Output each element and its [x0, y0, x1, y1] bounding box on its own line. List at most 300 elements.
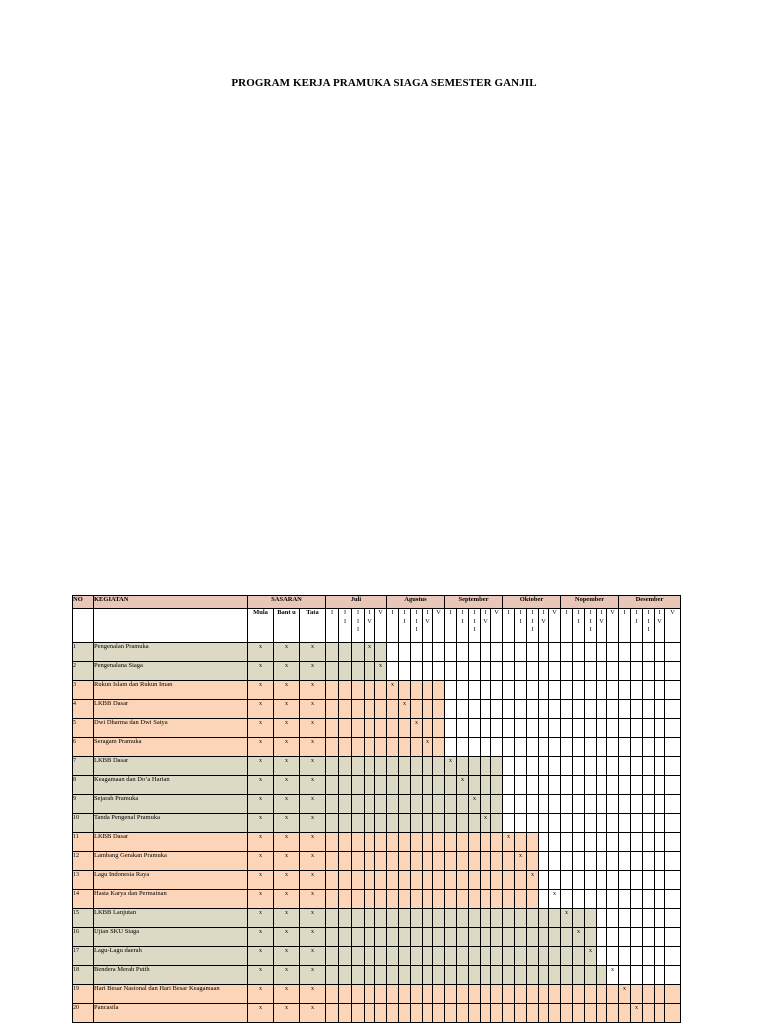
schedule-cell: [445, 833, 457, 852]
schedule-cell: [619, 966, 631, 985]
sasaran-mark: x: [274, 643, 300, 662]
schedule-cell: [399, 1004, 411, 1023]
schedule-cell: [643, 662, 655, 681]
schedule-cell: [352, 871, 365, 890]
schedule-cell: [423, 947, 433, 966]
schedule-cell: [643, 871, 655, 890]
schedule-cell: [655, 871, 665, 890]
schedule-cell: [365, 985, 375, 1004]
header-week: I I I: [585, 609, 597, 643]
schedule-cell: [515, 890, 527, 909]
schedule-cell: [481, 776, 491, 795]
schedule-cell: [573, 795, 585, 814]
schedule-cell: [445, 719, 457, 738]
schedule-cell: [481, 719, 491, 738]
schedule-cell: [573, 814, 585, 833]
schedule-cell: [515, 719, 527, 738]
schedule-cell: [491, 966, 503, 985]
schedule-cell: [491, 833, 503, 852]
row-number: 4: [73, 700, 94, 719]
schedule-cell: [515, 871, 527, 890]
sasaran-mark: x: [300, 966, 326, 985]
schedule-cell: [411, 776, 423, 795]
schedule-cell: [527, 909, 539, 928]
schedule-cell: [597, 643, 607, 662]
schedule-cell: [481, 757, 491, 776]
schedule-cell: [457, 966, 469, 985]
schedule-cell: [643, 814, 655, 833]
schedule-cell: [387, 1004, 399, 1023]
schedule-cell: [445, 966, 457, 985]
schedule-cell: [423, 833, 433, 852]
header-sasaran-bantu: Bant u: [274, 609, 300, 643]
sasaran-mark: x: [248, 985, 274, 1004]
schedule-cell: [585, 814, 597, 833]
schedule-cell: [326, 928, 339, 947]
schedule-cell: [375, 852, 387, 871]
row-number: 14: [73, 890, 94, 909]
schedule-cell: [619, 757, 631, 776]
sasaran-mark: x: [248, 681, 274, 700]
sasaran-mark: x: [300, 738, 326, 757]
schedule-cell: [481, 890, 491, 909]
schedule-cell: [503, 909, 515, 928]
schedule-cell: [527, 795, 539, 814]
schedule-cell: [423, 662, 433, 681]
schedule-cell: [433, 643, 445, 662]
schedule-cell: [515, 643, 527, 662]
schedule-cell: [631, 662, 643, 681]
row-activity: Lambang Gerakan Pramuka: [94, 852, 248, 871]
schedule-cell: [457, 928, 469, 947]
schedule-cell: [445, 909, 457, 928]
header-week: I: [326, 609, 339, 643]
schedule-cell: [607, 928, 619, 947]
schedule-cell: [387, 852, 399, 871]
schedule-cell: [326, 662, 339, 681]
sasaran-mark: x: [300, 643, 326, 662]
sasaran-mark: x: [248, 738, 274, 757]
schedule-cell: [339, 928, 352, 947]
sasaran-mark: x: [300, 662, 326, 681]
schedule-cell: [399, 795, 411, 814]
schedule-cell: [481, 1004, 491, 1023]
schedule-cell: [561, 719, 573, 738]
schedule-cell: x: [387, 681, 399, 700]
row-activity: Bendera Merah Putih: [94, 966, 248, 985]
table-row: [73, 985, 681, 1004]
row-number: 15: [73, 909, 94, 928]
schedule-cell: [457, 795, 469, 814]
schedule-cell: [597, 757, 607, 776]
schedule-cell: [643, 947, 655, 966]
schedule-cell: x: [365, 643, 375, 662]
schedule-cell: [411, 909, 423, 928]
schedule-cell: [655, 1004, 665, 1023]
schedule-cell: [619, 738, 631, 757]
schedule-cell: [411, 757, 423, 776]
schedule-cell: [375, 1004, 387, 1023]
schedule-cell: [585, 662, 597, 681]
table-row: [73, 643, 681, 662]
schedule-cell: [326, 909, 339, 928]
schedule-cell: [607, 719, 619, 738]
schedule-cell: [597, 833, 607, 852]
table-row: [73, 852, 681, 871]
schedule-cell: [573, 909, 585, 928]
row-activity: Keagamaan dan Do’a Harian: [94, 776, 248, 795]
schedule-cell: [573, 871, 585, 890]
schedule-cell: [326, 947, 339, 966]
schedule-table: [72, 595, 681, 1023]
schedule-cell: [607, 738, 619, 757]
schedule-cell: [491, 852, 503, 871]
schedule-cell: [352, 890, 365, 909]
sasaran-mark: x: [274, 738, 300, 757]
schedule-cell: [665, 776, 681, 795]
header-sasaran-mula: Mula: [248, 609, 274, 643]
schedule-cell: [399, 852, 411, 871]
schedule-cell: [339, 833, 352, 852]
schedule-cell: [433, 909, 445, 928]
schedule-cell: [527, 966, 539, 985]
schedule-cell: [339, 1004, 352, 1023]
schedule-cell: [597, 890, 607, 909]
schedule-cell: [423, 928, 433, 947]
schedule-cell: [457, 1004, 469, 1023]
sasaran-mark: x: [248, 833, 274, 852]
schedule-cell: [503, 662, 515, 681]
schedule-cell: [423, 757, 433, 776]
schedule-cell: [491, 947, 503, 966]
sasaran-mark: x: [248, 871, 274, 890]
schedule-cell: [339, 643, 352, 662]
header-row-months: [73, 596, 681, 609]
schedule-cell: [339, 890, 352, 909]
table-row: [73, 833, 681, 852]
schedule-cell: [585, 871, 597, 890]
schedule-cell: [549, 738, 561, 757]
row-activity: Dwi Dharma dan Dwi Satya: [94, 719, 248, 738]
schedule-cell: [491, 795, 503, 814]
schedule-cell: [445, 890, 457, 909]
schedule-cell: [411, 985, 423, 1004]
schedule-cell: [597, 947, 607, 966]
schedule-cell: [515, 833, 527, 852]
schedule-cell: [527, 738, 539, 757]
schedule-cell: [561, 928, 573, 947]
schedule-cell: [503, 681, 515, 700]
schedule-cell: [665, 985, 681, 1004]
schedule-cell: [539, 1004, 549, 1023]
schedule-cell: x: [399, 700, 411, 719]
schedule-cell: [399, 890, 411, 909]
row-number: 20: [73, 1004, 94, 1023]
schedule-cell: [573, 700, 585, 719]
schedule-cell: [433, 738, 445, 757]
schedule-cell: [423, 852, 433, 871]
schedule-cell: [655, 852, 665, 871]
schedule-cell: [597, 700, 607, 719]
schedule-cell: [326, 890, 339, 909]
schedule-cell: [585, 985, 597, 1004]
row-activity: LKBB Dasar: [94, 700, 248, 719]
schedule-cell: [561, 681, 573, 700]
schedule-cell: [573, 738, 585, 757]
header-week: I V: [539, 609, 549, 643]
schedule-cell: [503, 985, 515, 1004]
schedule-cell: [607, 776, 619, 795]
schedule-cell: [469, 890, 481, 909]
schedule-cell: [539, 890, 549, 909]
schedule-cell: [399, 985, 411, 1004]
schedule-cell: [643, 776, 655, 795]
schedule-cell: [326, 643, 339, 662]
schedule-cell: [655, 776, 665, 795]
sasaran-mark: x: [274, 833, 300, 852]
sasaran-mark: x: [248, 966, 274, 985]
schedule-cell: [619, 871, 631, 890]
schedule-cell: [665, 719, 681, 738]
header-week: I I I: [469, 609, 481, 643]
schedule-cell: [491, 890, 503, 909]
schedule-cell: [561, 947, 573, 966]
schedule-cell: x: [573, 928, 585, 947]
schedule-cell: [423, 985, 433, 1004]
schedule-cell: [619, 719, 631, 738]
header-week: V: [375, 609, 387, 643]
schedule-cell: [573, 643, 585, 662]
header-month-desember: Desember: [619, 596, 681, 609]
schedule-cell: [375, 871, 387, 890]
schedule-cell: [352, 700, 365, 719]
schedule-cell: [433, 928, 445, 947]
header-kegiatan-blank: [94, 609, 248, 643]
table-row: [73, 871, 681, 890]
header-week: I V: [481, 609, 491, 643]
header-week: I I: [631, 609, 643, 643]
schedule-cell: [375, 947, 387, 966]
schedule-cell: [549, 700, 561, 719]
schedule-cell: [326, 833, 339, 852]
schedule-cell: [375, 833, 387, 852]
schedule-cell: [515, 947, 527, 966]
schedule-cell: [655, 738, 665, 757]
schedule-cell: [607, 757, 619, 776]
schedule-cell: [352, 928, 365, 947]
schedule-cell: [375, 966, 387, 985]
schedule-cell: [445, 795, 457, 814]
table-row: [73, 776, 681, 795]
schedule-cell: [469, 643, 481, 662]
schedule-cell: [491, 814, 503, 833]
schedule-cell: [631, 909, 643, 928]
schedule-cell: [503, 1004, 515, 1023]
schedule-cell: x: [549, 890, 561, 909]
sasaran-mark: x: [300, 852, 326, 871]
schedule-cell: [423, 681, 433, 700]
schedule-cell: [585, 757, 597, 776]
schedule-cell: [326, 966, 339, 985]
schedule-cell: [561, 871, 573, 890]
schedule-cell: [339, 776, 352, 795]
schedule-cell: [399, 681, 411, 700]
schedule-cell: [643, 700, 655, 719]
schedule-cell: [469, 852, 481, 871]
schedule-cell: [375, 909, 387, 928]
schedule-cell: [339, 909, 352, 928]
header-month-nopember: Nopember: [561, 596, 619, 609]
schedule-cell: [411, 890, 423, 909]
sasaran-mark: x: [300, 871, 326, 890]
schedule-cell: [665, 871, 681, 890]
sasaran-mark: x: [274, 795, 300, 814]
schedule-cell: [399, 947, 411, 966]
schedule-cell: x: [445, 757, 457, 776]
schedule-cell: [481, 947, 491, 966]
header-week: V: [665, 609, 681, 643]
schedule-cell: [515, 700, 527, 719]
schedule-cell: [433, 871, 445, 890]
schedule-cell: [399, 928, 411, 947]
schedule-cell: [527, 852, 539, 871]
row-activity: Pengenalan Pramuka: [94, 643, 248, 662]
schedule-cell: [527, 890, 539, 909]
schedule-cell: [539, 814, 549, 833]
schedule-cell: [527, 985, 539, 1004]
schedule-cell: [481, 928, 491, 947]
schedule-cell: [539, 852, 549, 871]
schedule-cell: [445, 738, 457, 757]
header-week: I I: [457, 609, 469, 643]
sasaran-mark: x: [300, 814, 326, 833]
schedule-cell: [423, 719, 433, 738]
schedule-cell: [665, 966, 681, 985]
schedule-cell: [573, 662, 585, 681]
schedule-cell: [607, 890, 619, 909]
header-sasaran-tata: Tata: [300, 609, 326, 643]
sasaran-mark: x: [274, 890, 300, 909]
schedule-cell: [352, 909, 365, 928]
schedule-cell: [387, 795, 399, 814]
schedule-cell: [457, 985, 469, 1004]
schedule-cell: [597, 719, 607, 738]
schedule-cell: [469, 814, 481, 833]
schedule-cell: [619, 928, 631, 947]
schedule-cell: [527, 681, 539, 700]
schedule-cell: [573, 681, 585, 700]
schedule-cell: [607, 1004, 619, 1023]
schedule-cell: [561, 852, 573, 871]
schedule-cell: [655, 928, 665, 947]
schedule-cell: [515, 757, 527, 776]
schedule-cell: [549, 852, 561, 871]
schedule-cell: [619, 700, 631, 719]
header-month-oktober: Oktober: [503, 596, 561, 609]
header-week: I: [619, 609, 631, 643]
schedule-cell: [365, 719, 375, 738]
schedule-cell: [539, 700, 549, 719]
schedule-cell: [339, 947, 352, 966]
row-number: 17: [73, 947, 94, 966]
header-week: I I: [515, 609, 527, 643]
schedule-cell: [607, 662, 619, 681]
sasaran-mark: x: [274, 814, 300, 833]
sasaran-mark: x: [274, 966, 300, 985]
row-activity: Pengenalana Siaga: [94, 662, 248, 681]
schedule-cell: [411, 947, 423, 966]
schedule-cell: [515, 928, 527, 947]
header-week: I V: [597, 609, 607, 643]
schedule-cell: [539, 833, 549, 852]
schedule-cell: [445, 1004, 457, 1023]
header-week: I V: [365, 609, 375, 643]
schedule-cell: [365, 966, 375, 985]
schedule-cell: [619, 681, 631, 700]
schedule-cell: [469, 662, 481, 681]
schedule-cell: [503, 890, 515, 909]
schedule-cell: [515, 909, 527, 928]
schedule-cell: [515, 776, 527, 795]
schedule-cell: [387, 909, 399, 928]
schedule-cell: [643, 852, 655, 871]
schedule-cell: [339, 966, 352, 985]
schedule-cell: x: [481, 814, 491, 833]
schedule-cell: [643, 928, 655, 947]
sasaran-mark: x: [274, 871, 300, 890]
row-number: 16: [73, 928, 94, 947]
schedule-cell: [539, 719, 549, 738]
schedule-cell: [503, 757, 515, 776]
schedule-cell: [573, 1004, 585, 1023]
schedule-cell: [469, 928, 481, 947]
schedule-cell: [339, 852, 352, 871]
row-activity: Lagu Indonesia Raya: [94, 871, 248, 890]
schedule-cell: [549, 776, 561, 795]
schedule-cell: [549, 757, 561, 776]
sasaran-mark: x: [300, 890, 326, 909]
schedule-cell: [539, 681, 549, 700]
sasaran-mark: x: [274, 909, 300, 928]
schedule-cell: [411, 795, 423, 814]
schedule-cell: [561, 814, 573, 833]
schedule-cell: [549, 928, 561, 947]
schedule-cell: [585, 643, 597, 662]
schedule-cell: [503, 871, 515, 890]
schedule-cell: [352, 795, 365, 814]
schedule-cell: [481, 833, 491, 852]
schedule-cell: [631, 719, 643, 738]
schedule-cell: [619, 814, 631, 833]
schedule-cell: [643, 890, 655, 909]
schedule-cell: [539, 795, 549, 814]
schedule-cell: [339, 871, 352, 890]
schedule-cell: [375, 738, 387, 757]
schedule-cell: [387, 814, 399, 833]
schedule-cell: [643, 833, 655, 852]
schedule-cell: [326, 1004, 339, 1023]
schedule-cell: [326, 700, 339, 719]
schedule-cell: [445, 814, 457, 833]
schedule-cell: [527, 814, 539, 833]
schedule-cell: [619, 776, 631, 795]
schedule-cell: [503, 814, 515, 833]
table-row: [73, 738, 681, 757]
sasaran-mark: x: [248, 700, 274, 719]
schedule-cell: [573, 985, 585, 1004]
sasaran-mark: x: [300, 795, 326, 814]
schedule-cell: [619, 947, 631, 966]
